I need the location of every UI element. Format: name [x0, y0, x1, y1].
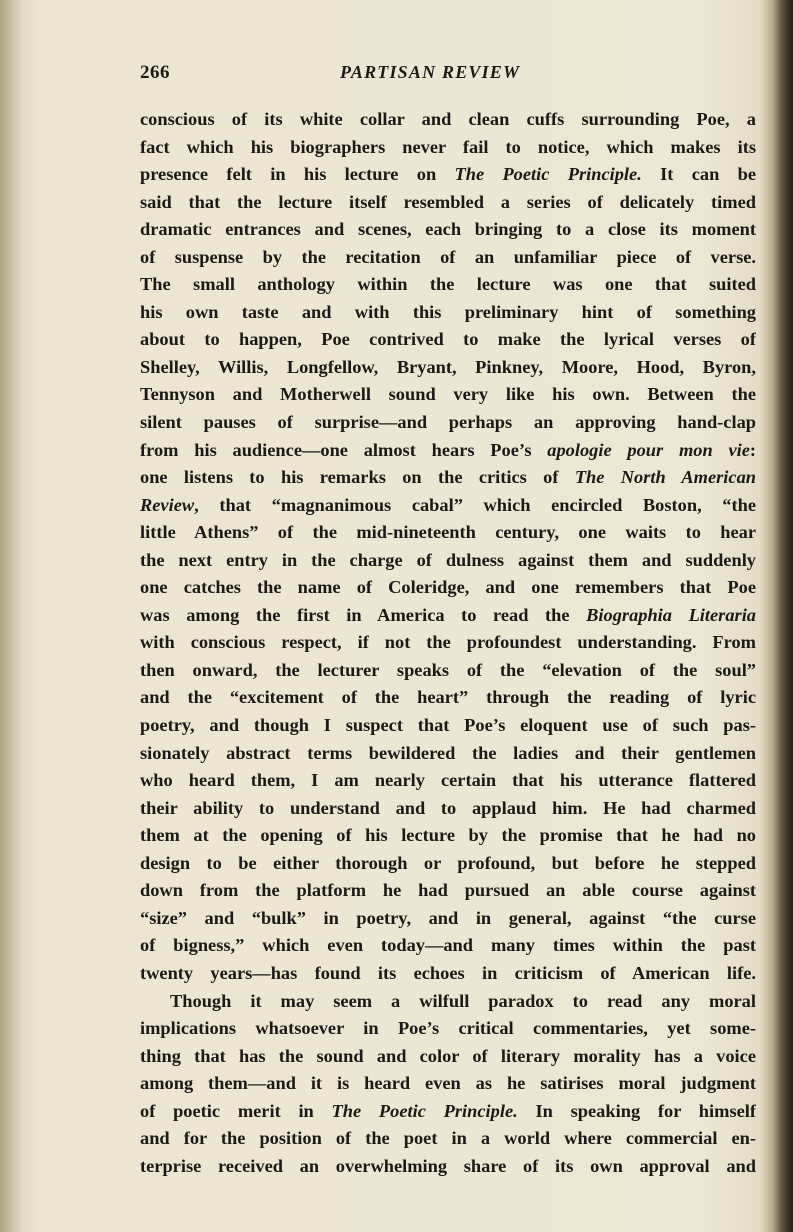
line-segment: conscious of its white collar and clean cuffs surrounding Poe, a — [140, 109, 756, 129]
line-segment: presence felt in his lecture on — [140, 164, 455, 185]
text-line — [140, 795, 756, 823]
page-number: 266 — [140, 62, 170, 83]
text-line — [140, 519, 756, 547]
text-line — [140, 547, 756, 575]
italic-title: Review — [140, 494, 195, 515]
text-line — [140, 850, 756, 878]
line-segment: thing that has the sound and color of literary morality has a voice — [140, 1045, 756, 1066]
text-line — [140, 1098, 756, 1126]
line-segment: It can be — [641, 164, 756, 185]
text-line — [140, 1015, 756, 1043]
line-segment: and the “excitement of the heart” through the reading of lyric — [140, 687, 756, 708]
text-line — [140, 767, 756, 795]
text-line — [140, 905, 756, 933]
body-text — [140, 106, 756, 1180]
line-segment: implications whatsoever in Poe’s critical commentaries, yet some- — [140, 1018, 756, 1039]
text-line — [140, 712, 756, 740]
line-segment: said that the lecture itself resembled a series of delicately timed — [140, 191, 756, 212]
line-segment: The small anthology within the lecture was one that suited — [140, 274, 756, 295]
line-segment: of suspense by the recitation of an unfamiliar piece of verse. — [140, 246, 756, 267]
text-line — [140, 602, 756, 630]
italic-title: The North American — [574, 467, 756, 488]
text-line — [140, 299, 756, 327]
text-line — [140, 960, 756, 988]
line-segment: then onward, the lecturer speaks of the “elevation of the soul” — [140, 659, 756, 680]
line-segment: silent pauses of surprise—and perhaps an approving hand-clap — [140, 412, 756, 433]
line-segment: the next entry in the charge of dulness against them and suddenly — [140, 549, 756, 570]
text-line — [140, 326, 756, 354]
text-line — [140, 1070, 756, 1098]
text-line — [140, 464, 756, 492]
text-line — [140, 822, 756, 850]
text-line — [140, 932, 756, 960]
text-line — [140, 354, 756, 382]
binding-gutter-shadow — [0, 0, 22, 1232]
page-edge-shadow — [775, 0, 793, 1232]
text-line — [140, 629, 756, 657]
line-segment: Shelley, Willis, Longfellow, Bryant, Pinkney, Moore, Hood, Byron, — [140, 356, 756, 377]
running-head: PARTISAN REVIEW — [340, 62, 521, 82]
line-segment: terprise received an overwhelming share of its own approval and — [140, 1155, 756, 1176]
line-segment: who heard them, I am nearly certain that his utterance flattered — [140, 770, 756, 791]
italic-title: Biographia Literaria — [586, 604, 756, 625]
line-segment: about to happen, Poe contrived to make the lyrical verses of — [140, 329, 756, 350]
italic-title: The Poetic Principle. — [331, 1100, 518, 1121]
line-segment: twenty years—has found its echoes in criticism of American life. — [140, 962, 756, 983]
line-segment: of bigness,” which even today—and many times within the past — [140, 935, 756, 956]
line-segment: one catches the name of Coleridge, and one remembers that Poe — [140, 577, 756, 598]
line-segment: and for the position of the poet in a world where commercial en- — [140, 1128, 756, 1149]
line-segment: of poetic merit in — [140, 1100, 332, 1121]
text-line — [140, 244, 756, 272]
text-line — [140, 988, 756, 1016]
text-line — [140, 189, 756, 217]
text-line — [140, 877, 756, 905]
text-line — [140, 684, 756, 712]
text-line — [140, 1153, 756, 1181]
line-segment: Though it may seem a wilfull paradox to read any moral — [170, 990, 756, 1011]
line-segment: them at the opening of his lecture by the promise that he had no — [140, 825, 756, 846]
line-segment: fact which his biographers never fail to notice, which makes its — [140, 136, 756, 157]
line-segment: : — [749, 439, 756, 460]
line-segment: design to be either thorough or profound, but before he stepped — [140, 852, 756, 873]
line-segment: poetry, and though I suspect that Poe’s eloquent use of such pas- — [140, 715, 756, 736]
line-segment: from his audience—one almost hears Poe’s — [140, 439, 548, 460]
text-line — [140, 134, 756, 162]
text-line — [140, 1043, 756, 1071]
line-segment: down from the platform he had pursued an able course against — [140, 880, 756, 901]
line-segment: his own taste and with this preliminary hint of something — [140, 301, 756, 322]
line-segment: , that “magnanimous cabal” which encircled Boston, “the — [194, 494, 756, 515]
text-line — [140, 437, 756, 465]
text-line — [140, 1125, 756, 1153]
line-segment: their ability to understand and to applaud him. He had charmed — [140, 797, 756, 818]
text-line — [140, 161, 756, 189]
text-line — [140, 216, 756, 244]
line-segment: “size” and “bulk” in poetry, and in general, against “the curse — [140, 907, 756, 928]
text-line — [140, 492, 756, 520]
text-line — [140, 409, 756, 437]
text-line — [140, 271, 756, 299]
italic-title: apologie pour mon vie — [547, 439, 750, 460]
line-segment: little Athens” of the mid-nineteenth century, one waits to hear — [140, 522, 756, 543]
italic-title: The Poetic Principle. — [454, 164, 642, 185]
line-segment: sionately abstract terms bewildered the ladies and their gentlemen — [140, 742, 756, 763]
page-header — [140, 62, 740, 92]
line-segment: one listens to his remarks on the critics of — [140, 467, 575, 488]
line-segment: Tennyson and Motherwell sound very like his own. Between the — [140, 384, 756, 405]
text-line — [140, 574, 756, 602]
text-line — [140, 740, 756, 768]
line-segment: dramatic entrances and scenes, each bringing to a close its moment — [140, 219, 756, 240]
line-segment: among them—and it is heard even as he satirises moral judgment — [140, 1073, 756, 1094]
line-segment: In speaking for himself — [517, 1100, 756, 1121]
text-line — [140, 657, 756, 685]
text-line — [140, 381, 756, 409]
line-segment: with conscious respect, if not the profoundest understanding. From — [140, 632, 756, 653]
line-segment: was among the first in America to read the — [140, 604, 587, 625]
text-line — [140, 106, 756, 134]
